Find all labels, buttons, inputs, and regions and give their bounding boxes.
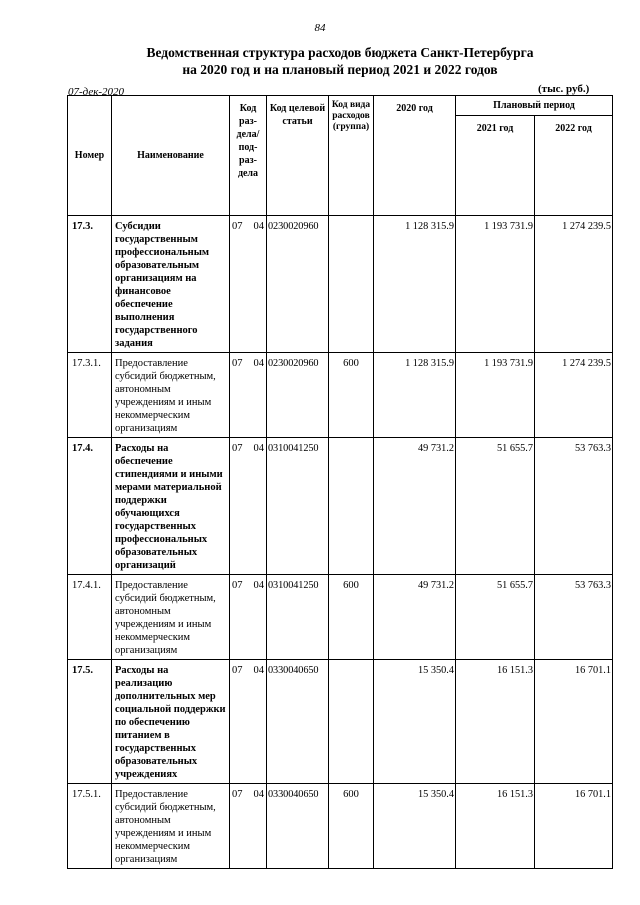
row-target-code: 0230020960: [267, 216, 329, 353]
row-amount-2021: 16 151.3: [456, 660, 535, 784]
row-vid-code: [329, 660, 374, 784]
row-amount-2021: 51 655.7: [456, 575, 535, 660]
row-name: Предоставление субсидий бюджетным, автономным учреждениям и иным некоммерческим организациям: [112, 353, 230, 438]
row-target-code: 0230020960: [267, 353, 329, 438]
table-row: [68, 660, 613, 784]
document-title: [120, 44, 560, 78]
row-amount-2022: 16 701.1: [535, 784, 613, 869]
row-amount-2020: 1 128 315.9: [374, 216, 456, 353]
row-vid-code: 600: [329, 784, 374, 869]
row-podrazdel-code: 04: [253, 789, 264, 800]
row-amount-2022: 53 763.3: [535, 575, 613, 660]
table-row: [68, 438, 613, 575]
row-amount-2022: 16 701.1: [535, 660, 613, 784]
table-row: [68, 353, 613, 438]
title-line-1: Ведомственная структура расходов бюджета Санкт-Петербурга: [146, 45, 534, 60]
row-target-code: 0330040650: [267, 660, 329, 784]
row-podrazdel-code: 04: [253, 665, 264, 676]
row-razdel: [230, 216, 267, 353]
row-vid-code: 600: [329, 575, 374, 660]
row-amount-2020: 15 350.4: [374, 784, 456, 869]
row-name: Субсидии государственным профессиональным образовательным организациям на финансовое обеспечение выполнения государственного задания: [112, 216, 230, 353]
row-target-code: 0310041250: [267, 438, 329, 575]
header-2020: 2020 год: [374, 96, 456, 216]
row-vid-code: [329, 438, 374, 575]
page-number: 84: [314, 22, 326, 34]
row-razdel-code: 07: [232, 665, 243, 676]
row-amount-2022: 1 274 239.5: [535, 353, 613, 438]
row-razdel: [230, 353, 267, 438]
row-amount-2020: 49 731.2: [374, 575, 456, 660]
row-amount-2022: 53 763.3: [535, 438, 613, 575]
table-body: [68, 216, 613, 869]
title-line-2: на 2020 год и на плановый период 2021 и 2022 годов: [182, 62, 498, 77]
row-razdel: [230, 660, 267, 784]
row-target-code: 0310041250: [267, 575, 329, 660]
budget-table: [67, 95, 613, 869]
row-number: 17.3.1.: [68, 353, 112, 438]
row-target-code: 0330040650: [267, 784, 329, 869]
row-vid-code: [329, 216, 374, 353]
row-podrazdel-code: 04: [253, 358, 264, 369]
row-razdel-code: 07: [232, 789, 243, 800]
row-podrazdel-code: 04: [253, 221, 264, 232]
row-razdel-code: 07: [232, 221, 243, 232]
row-vid-code: 600: [329, 353, 374, 438]
row-razdel: [230, 575, 267, 660]
header-planned-period: Плановый период: [456, 96, 613, 116]
row-amount-2020: 15 350.4: [374, 660, 456, 784]
row-name: Предоставление субсидий бюджетным, автономным учреждениям и иным некоммерческим организациям: [112, 575, 230, 660]
row-razdel: [230, 784, 267, 869]
row-number: 17.3.: [68, 216, 112, 353]
row-razdel-code: 07: [232, 443, 243, 454]
row-name: Расходы на обеспечение стипендиями и иными мерами материальной поддержки обучающихся государственных профессиональных образовательных организаций: [112, 438, 230, 575]
row-name: Расходы на реализацию дополнительных мер социальной поддержки по обеспечению питанием в государственных образовательных учреждениях: [112, 660, 230, 784]
row-number: 17.5.: [68, 660, 112, 784]
row-razdel-code: 07: [232, 580, 243, 591]
row-amount-2021: 51 655.7: [456, 438, 535, 575]
row-number: 17.4.1.: [68, 575, 112, 660]
table-row: [68, 216, 613, 353]
units-label: (тыс. руб.): [538, 83, 590, 95]
row-podrazdel-code: 04: [253, 443, 264, 454]
row-podrazdel-code: 04: [253, 580, 264, 591]
row-amount-2021: 1 193 731.9: [456, 216, 535, 353]
row-name: Предоставление субсидий бюджетным, автономным учреждениям и иным некоммерческим организациям: [112, 784, 230, 869]
header-razdel: Код раз-дела/ под-раз-дела: [230, 96, 267, 216]
header-2022: 2022 год: [535, 116, 613, 216]
header-vid: Код вида расходов (группа): [329, 96, 374, 216]
row-razdel-code: 07: [232, 358, 243, 369]
header-target: Код целевой статьи: [267, 96, 329, 216]
header-name: Наименование: [112, 96, 230, 216]
row-number: 17.5.1.: [68, 784, 112, 869]
row-razdel: [230, 438, 267, 575]
header-number: Номер: [68, 96, 112, 216]
row-amount-2021: 16 151.3: [456, 784, 535, 869]
header-2021: 2021 год: [456, 116, 535, 216]
row-amount-2021: 1 193 731.9: [456, 353, 535, 438]
table-row: [68, 784, 613, 869]
table-row: [68, 575, 613, 660]
row-amount-2020: 49 731.2: [374, 438, 456, 575]
row-amount-2020: 1 128 315.9: [374, 353, 456, 438]
document-date: 07-дек-2020: [68, 86, 125, 98]
row-amount-2022: 1 274 239.5: [535, 216, 613, 353]
row-number: 17.4.: [68, 438, 112, 575]
